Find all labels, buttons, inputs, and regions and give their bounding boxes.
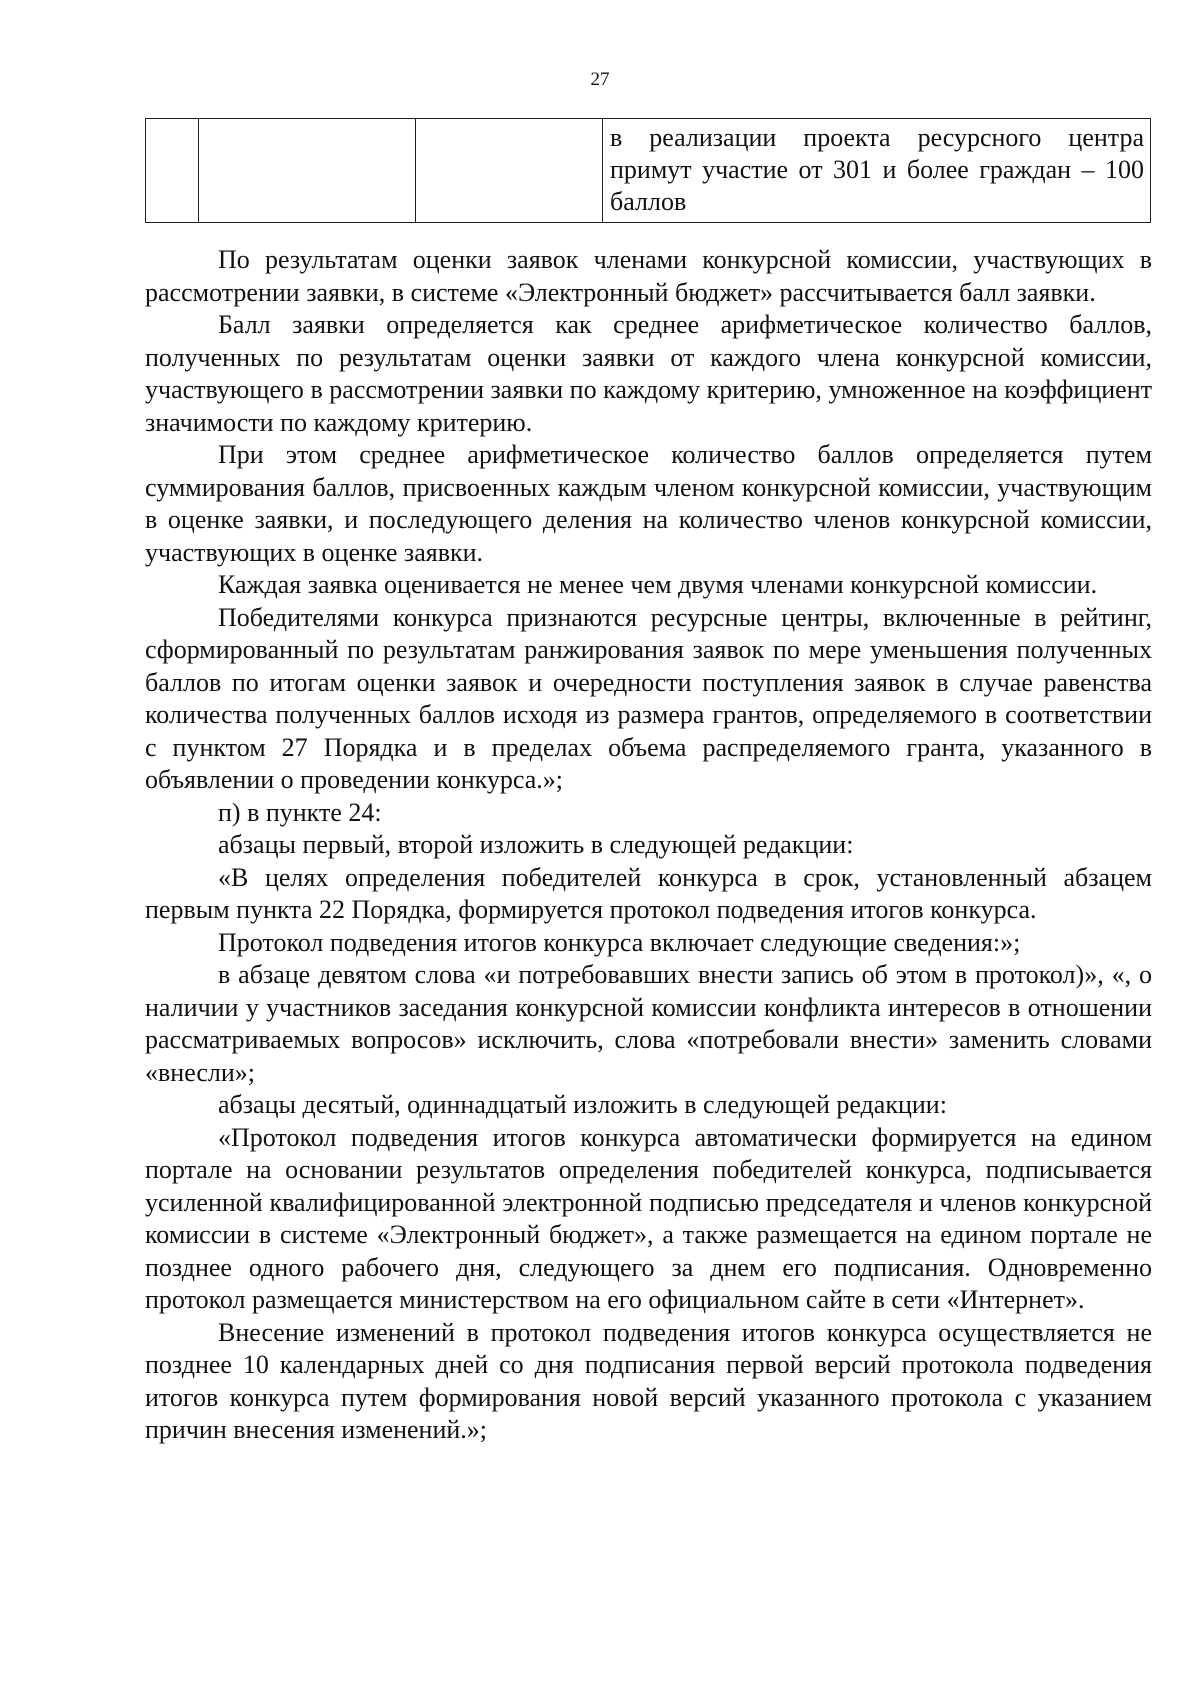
paragraph: Протокол подведения итогов конкурса включает следующие сведения:»; — [218, 927, 1021, 957]
paragraph: абзацы первый, второй изложить в следующей редакции: — [218, 830, 854, 859]
paragraph: Победителями конкурса признаются ресурсные центры, включенные в рейтинг, сформированный по результатам ранжирования заявок по мере уменьшения полученных баллов по итогам оценки заявок и очередности поступления заявок в случае равенства количества полученных баллов исходя из размера грантов, определяемого в соответствии с пунктом 27 Порядка и в пределах объема распределяемого гранта, указанного в объявлении о проведении конкурса.»; — [145, 602, 1152, 794]
paragraph: При этом среднее арифметическое количество баллов определяется путем суммирования баллов, присвоенных каждым членом конкурсной комиссии, участвующим в оценке заявки, и последующего деления на количество членов конкурсной комиссии, участвующих в оценке заявки. — [145, 440, 1152, 567]
table-cell-2 — [199, 119, 416, 223]
continuation-table — [145, 118, 1151, 223]
paragraph: Каждая заявка оценивается не менее чем двумя членами конкурсной комиссии. — [218, 570, 1098, 599]
paragraph: абзацы десятый, одиннадцатый изложить в следующей редакции: — [218, 1090, 947, 1119]
paragraph: «В целях определения победителей конкурса в срок, установленный абзацем первым пункта 22 Порядка, формируется протокол подведения итогов конкурса. — [145, 862, 1152, 924]
table-cell-3 — [416, 119, 603, 223]
criterion-text: в реализации проекта ресурсного центра примут участие от 301 и более граждан – 100 баллов — [610, 123, 1144, 216]
table-row — [146, 119, 1151, 223]
paragraph: «Протокол подведения итогов конкурса автоматически формируется на едином портале на основании результатов определения победителей конкурса, подписывается усиленной квалифицированной электронной подписью председателя и членов конкурсной комиссии в системе «Электронный бюджет», а также размещается на едином портале не позднее одного рабочего дня, следующего за днем его подписания. Одновременно протокол размещается министерством на его официальном сайте в сети «Интернет». — [145, 1122, 1152, 1314]
document-body — [145, 244, 1152, 1447]
table-cell-1 — [146, 119, 199, 223]
paragraph: По результатам оценки заявок членами конкурсной комиссии, участвующих в рассмотрении заявки, в системе «Электронный бюджет» рассчитывается балл заявки. — [145, 245, 1152, 307]
paragraph: Внесение изменений в протокол подведения итогов конкурса осуществляется не позднее 10 календарных дней со дня подписания первой версий протокола подведения итогов конкурса путем формирования новой версий указанного протокола с указанием причин внесения изменений.»; — [145, 1317, 1152, 1444]
paragraph: в абзаце девятом слова «и потребовавших внести запись об этом в протокол)», «, о наличии у участников заседания конкурсной комиссии конфликта интересов в отношении рассматриваемых вопросов» исключить, слова «потребовали внести» заменить словами «внесли»; — [145, 960, 1152, 1087]
paragraph: п) в пункте 24: — [218, 797, 382, 827]
paragraph: Балл заявки определяется как среднее арифметическое количество баллов, полученных по результатам оценки заявки от каждого члена конкурсной комиссии, участвующего в рассмотрении заявки по каждому критерию, умноженное на коэффициент значимости по каждому критерию. — [145, 310, 1152, 437]
page-number: 27 — [590, 69, 610, 90]
table-cell-4 — [603, 119, 1151, 223]
